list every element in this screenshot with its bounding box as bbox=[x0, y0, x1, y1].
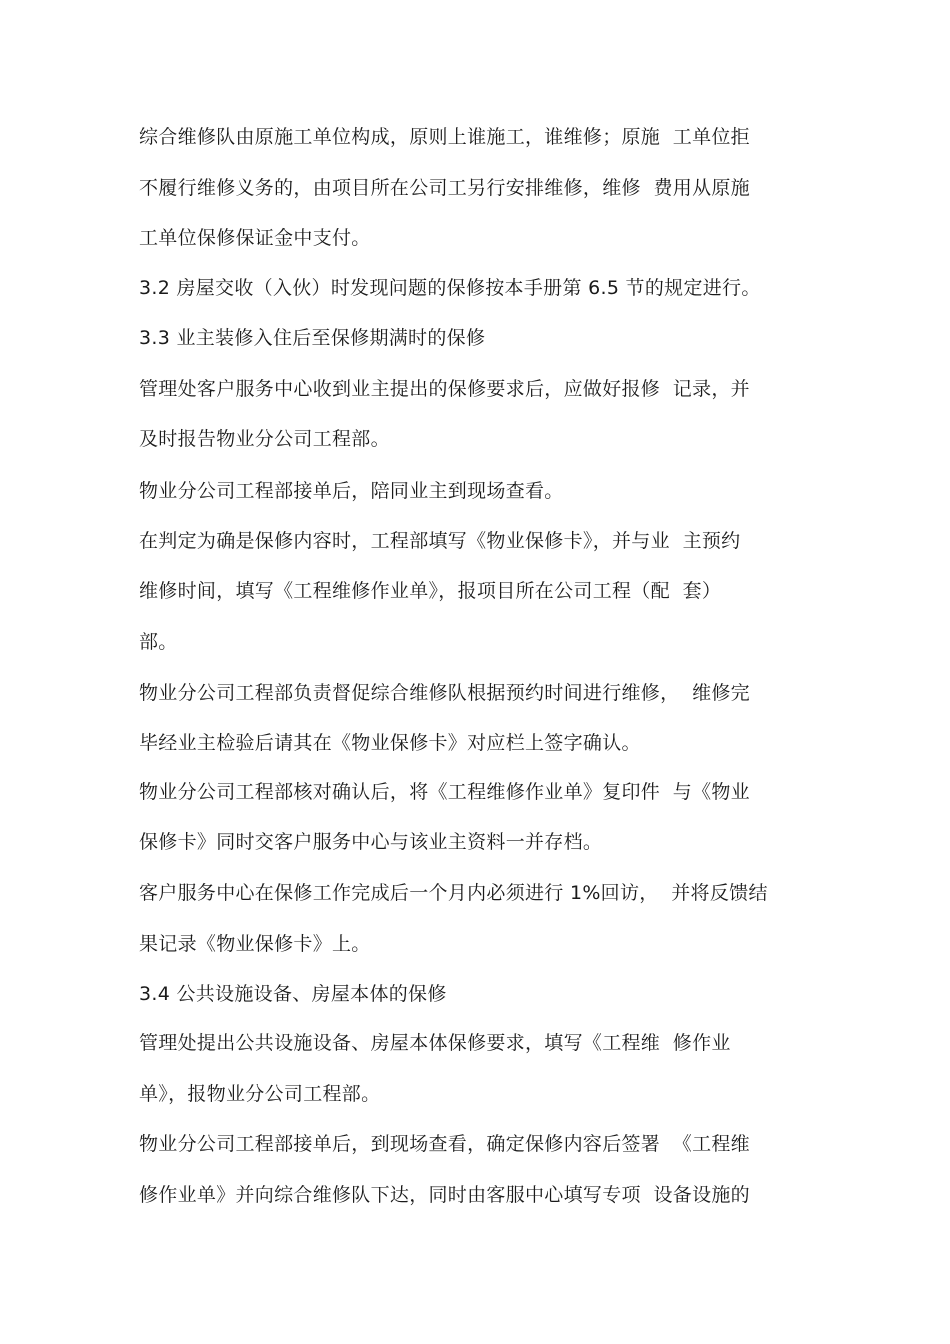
paragraph-line: 工单位保修保证金中支付。 bbox=[139, 227, 371, 249]
paragraph-line: 物业分公司工程部接单后，到现场查看，确定保修内容后签署 《工程维 bbox=[139, 1133, 750, 1155]
section-heading: 3.3 业主装修入住后至保修期满时的保修 bbox=[139, 327, 486, 349]
paragraph-line: 单》，报物业分公司工程部。 bbox=[139, 1083, 381, 1105]
paragraph-line: 物业分公司工程部核对确认后，将《工程维修作业单》复印件 与《物业 bbox=[139, 781, 750, 803]
paragraph-line: 管理处提出公共设施设备、房屋本体保修要求，填写《工程维 修作业 bbox=[139, 1032, 731, 1054]
paragraph-line: 不履行维修义务的，由项目所在公司工另行安排维修，维修 费用从原施 bbox=[139, 177, 750, 199]
paragraph-line: 客户服务中心在保修工作完成后一个月内必须进行 1%回访， 并将反馈结 bbox=[139, 882, 768, 904]
paragraph-line: 修作业单》并向综合维修队下达，同时由客服中心填写专项 设备设施的 bbox=[139, 1184, 750, 1206]
paragraph-line: 部。 bbox=[139, 631, 178, 653]
paragraph-line: 果记录《物业保修卡》上。 bbox=[139, 933, 371, 955]
paragraph-line: 管理处客户服务中心收到业主提出的保修要求后，应做好报修 记录，并 bbox=[139, 378, 750, 400]
paragraph-line: 在判定为确是保修内容时，工程部填写《物业保修卡》，并与业 主预约 bbox=[139, 530, 741, 552]
paragraph-line: 毕经业主检验后请其在《物业保修卡》对应栏上签字确认。 bbox=[139, 732, 641, 754]
paragraph-line: 综合维修队由原施工单位构成，原则上谁施工，谁维修；原施 工单位拒 bbox=[139, 126, 750, 148]
section-heading: 3.4 公共设施设备、房屋本体的保修 bbox=[139, 983, 447, 1005]
paragraph-line: 保修卡》同时交客户服务中心与该业主资料一并存档。 bbox=[139, 831, 603, 853]
paragraph-line: 物业分公司工程部负责督促综合维修队根据预约时间进行维修， 维修完 bbox=[139, 682, 750, 704]
paragraph-line: 及时报告物业分公司工程部。 bbox=[139, 428, 390, 450]
paragraph-line: 维修时间，填写《工程维修作业单》，报项目所在公司工程（配 套） bbox=[139, 580, 722, 602]
section-heading: 3.2 房屋交收（入伙）时发现问题的保修按本手册第 6.5 节的规定进行。 bbox=[139, 277, 761, 299]
paragraph-line: 物业分公司工程部接单后，陪同业主到现场查看。 bbox=[139, 480, 564, 502]
